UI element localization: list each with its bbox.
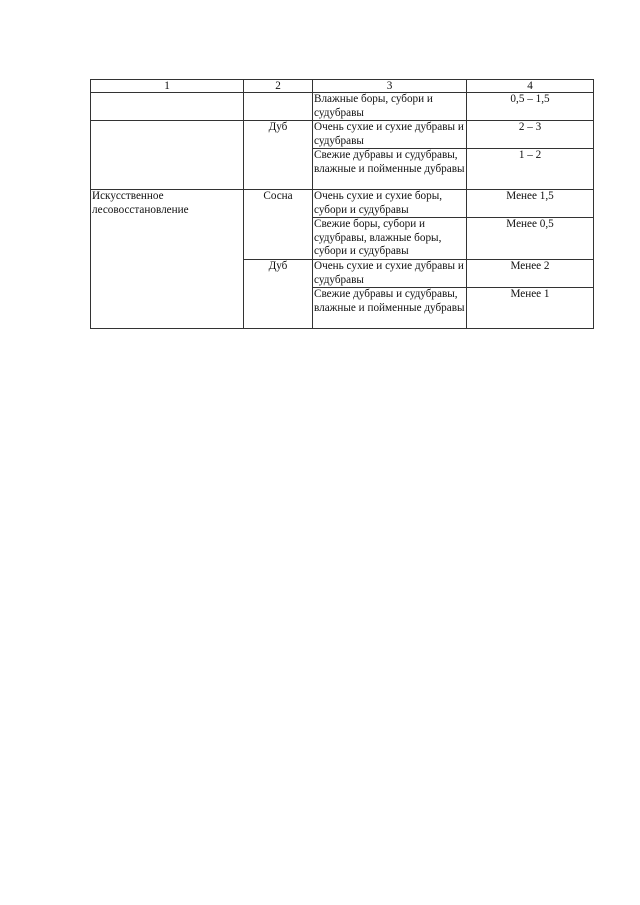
cell-value: 1 – 2 <box>467 149 594 190</box>
cell-species <box>244 93 313 121</box>
header-cell-2: 2 <box>244 80 313 93</box>
cell-species: Дуб <box>244 121 313 190</box>
cell-value: Менее 1 <box>467 288 594 329</box>
cell-forest-type: Свежие дубравы и судубравы, влажные и пойменные дубравы <box>313 149 467 190</box>
cell-method: Искусственное лесовосстановление <box>91 190 244 329</box>
cell-forest-type: Очень сухие и сухие дубравы и судубравы <box>313 121 467 149</box>
table-row <box>91 93 594 121</box>
cell-method <box>91 121 244 190</box>
cell-forest-type: Очень сухие и сухие боры, субори и судубравы <box>313 190 467 218</box>
cell-value: 2 – 3 <box>467 121 594 149</box>
cell-forest-type: Свежие боры, субори и судубравы, влажные боры, субори и судубравы <box>313 218 467 260</box>
cell-value: Менее 1,5 <box>467 190 594 218</box>
cell-forest-type: Свежие дубравы и судубравы, влажные и пойменные дубравы <box>313 288 467 329</box>
table-row <box>91 121 594 149</box>
cell-method <box>91 93 244 121</box>
header-cell-4: 4 <box>467 80 594 93</box>
cell-forest-type: Влажные боры, субори и судубравы <box>313 93 467 121</box>
cell-forest-type: Очень сухие и сухие дубравы и судубравы <box>313 260 467 288</box>
header-cell-1: 1 <box>91 80 244 93</box>
cell-value: Менее 2 <box>467 260 594 288</box>
cell-value: 0,5 – 1,5 <box>467 93 594 121</box>
cell-species: Сосна <box>244 190 313 260</box>
cell-value: Менее 0,5 <box>467 218 594 260</box>
table-header-row <box>91 80 594 93</box>
table-row <box>91 190 594 218</box>
header-cell-3: 3 <box>313 80 467 93</box>
data-table <box>90 79 594 329</box>
cell-species: Дуб <box>244 260 313 329</box>
